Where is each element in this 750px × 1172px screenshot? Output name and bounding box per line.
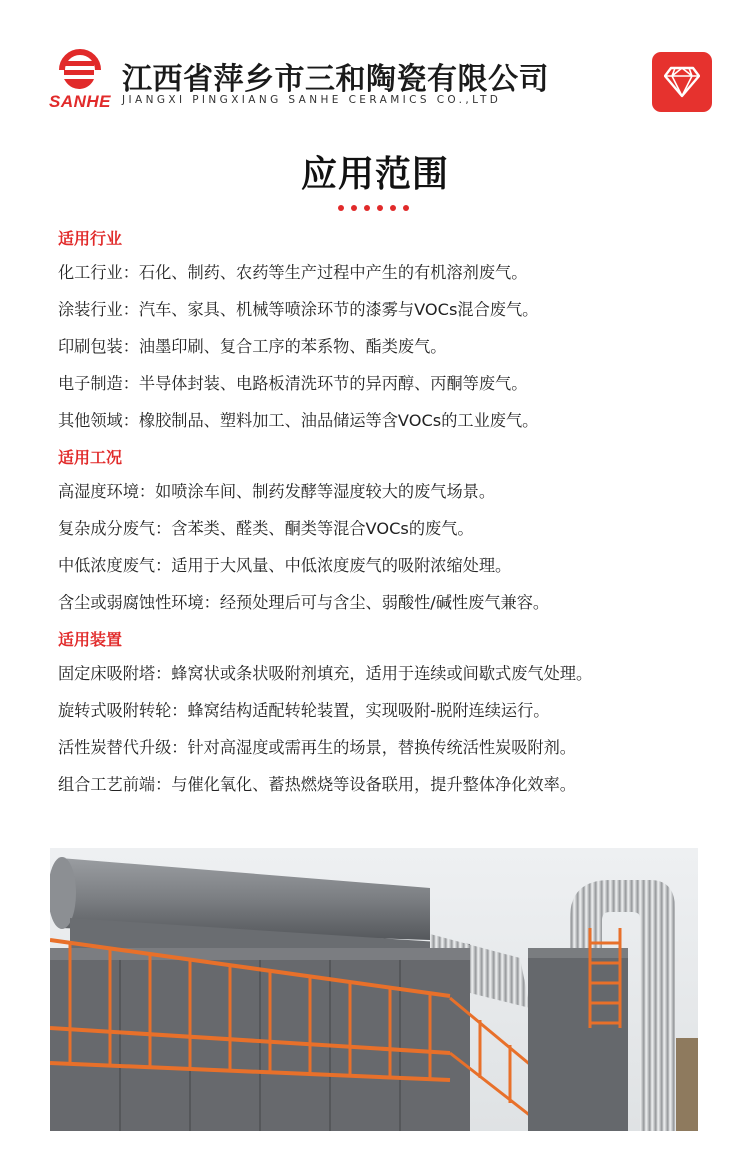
list-item: 中低浓度废气：适用于大风量、中低浓度废气的吸附浓缩处理。 xyxy=(58,556,512,575)
diamond-icon xyxy=(664,66,700,98)
title-dots-divider xyxy=(334,196,416,204)
list-item: 高湿度环境：如喷涂车间、制药发酵等湿度较大的废气场景。 xyxy=(58,482,496,501)
section-industries xyxy=(58,224,718,439)
list-item: 组合工艺前端：与催化氧化、蓄热燃烧等设备联用，提升整体净化效率。 xyxy=(58,775,576,794)
company-logo xyxy=(40,48,120,114)
company-name-en: JIANGXI PINGXIANG SANHE CERAMICS CO.,LTD xyxy=(122,94,502,106)
list-item: 化工行业：石化、制药、农药等生产过程中产生的有机溶剂废气。 xyxy=(58,263,528,282)
section-heading: 适用行业 xyxy=(58,229,123,248)
diamond-badge xyxy=(652,52,712,112)
section-heading: 适用工况 xyxy=(58,448,123,467)
list-item: 印刷包装：油墨印刷、复合工序的苯系物、酯类废气。 xyxy=(58,337,447,356)
equipment-photo xyxy=(50,848,698,1131)
list-item: 旋转式吸附转轮：蜂窝结构适配转轮装置，实现吸附-脱附连续运行。 xyxy=(58,701,550,720)
section-devices xyxy=(58,625,718,803)
list-item: 复杂成分废气：含苯类、醛类、酮类等混合VOCs的废气。 xyxy=(58,519,474,538)
list-item: 含尘或弱腐蚀性环境：经预处理后可与含尘、弱酸性/碱性废气兼容。 xyxy=(58,593,550,612)
industrial-equipment-illustration xyxy=(50,848,698,1131)
header xyxy=(0,0,750,130)
content xyxy=(58,222,718,807)
page-title: 应用范围 xyxy=(300,154,449,195)
logo-text: SANHE xyxy=(48,92,111,111)
list-item: 固定床吸附塔：蜂窝状或条状吸附剂填充，适用于连续或间歇式废气处理。 xyxy=(58,664,593,683)
list-item: 活性炭替代升级：针对高湿度或需再生的场景，替换传统活性炭吸附剂。 xyxy=(58,738,576,757)
list-item: 电子制造：半导体封装、电路板清洗环节的异丙醇、丙酮等废气。 xyxy=(58,374,528,393)
sanhe-logo-icon xyxy=(54,48,106,92)
section-heading: 适用装置 xyxy=(58,630,123,649)
list-item: 涂装行业：汽车、家具、机械等喷涂环节的漆雾与VOCs混合废气。 xyxy=(58,300,539,319)
company-name-cn: 江西省萍乡市三和陶瓷有限公司 xyxy=(122,62,549,97)
list-item: 其他领域：橡胶制品、塑料加工、油品储运等含VOCs的工业废气。 xyxy=(58,411,539,430)
section-conditions xyxy=(58,443,718,621)
